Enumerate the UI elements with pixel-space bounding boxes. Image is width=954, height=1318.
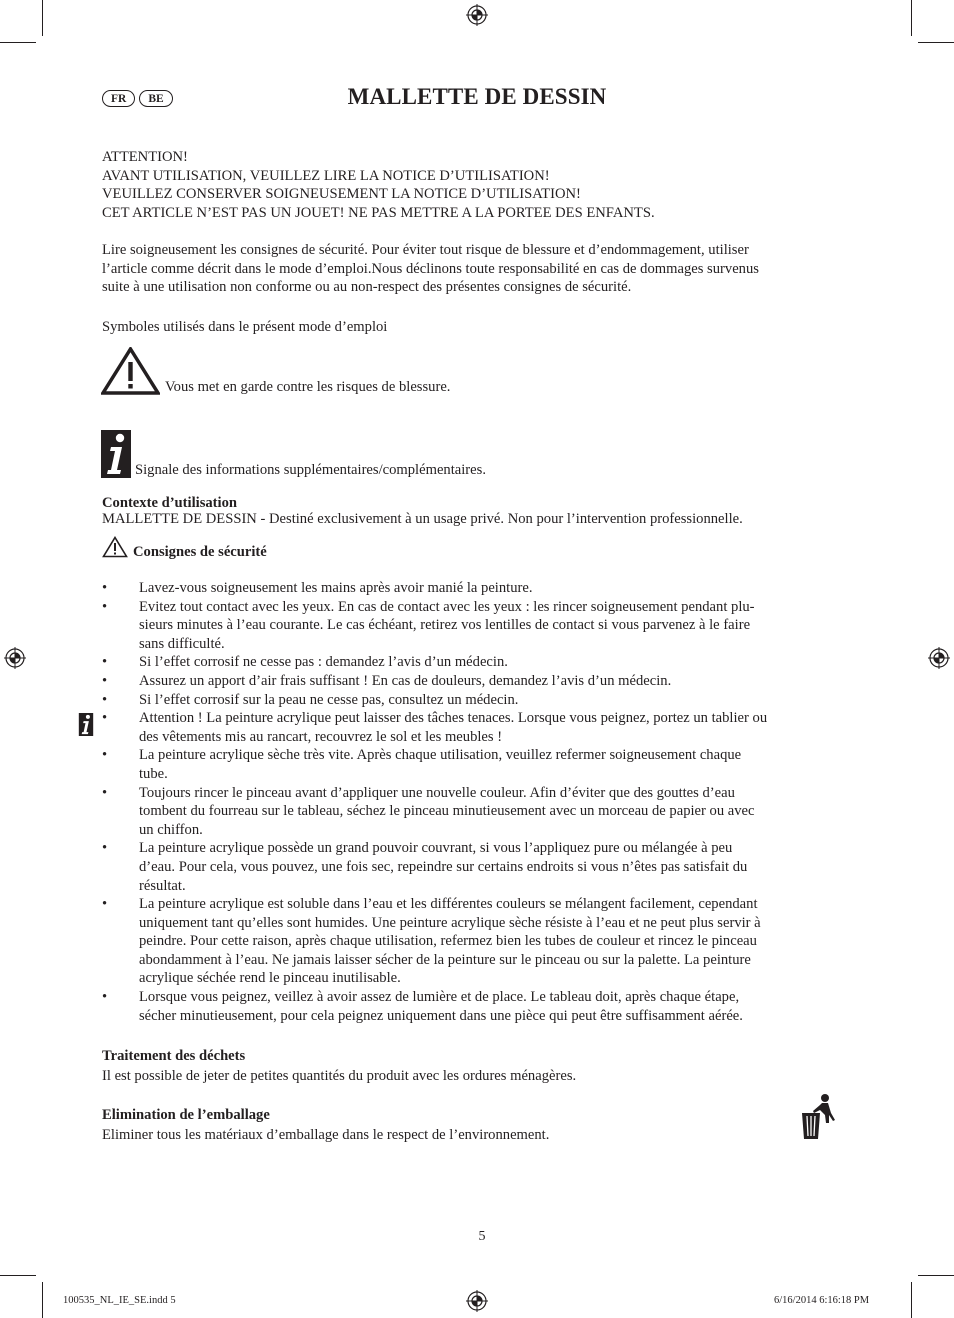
list-item-line: La peinture acrylique possède un grand pouvoir couvrant, si vous l’appliquez pure ou mélangée à peu — [139, 840, 733, 857]
crop-mark — [42, 0, 43, 36]
list-item-line: La peinture acrylique est soluble dans l’eau et les différentes couleurs se mélangent facilement, cependant — [139, 896, 758, 913]
list-item-line: des vêtements mis au rancart, recouvrez le sol et les meubles ! — [139, 728, 503, 745]
list-item — [102, 691, 862, 710]
list-item-line: sieurs minutes à l’eau courante. Le cas échéant, retirez vos lentilles de contact si vous parvenez à le faire — [139, 617, 751, 634]
list-item-line: Toujours rincer le pinceau avant d’appliquer une nouvelle couleur. Afin d’éviter que des gouttes d’eau — [139, 784, 735, 801]
list-item-line: Si l’effet corrosif ne cesse pas : demandez l’avis d’un médecin. — [139, 654, 508, 671]
crop-mark — [0, 42, 36, 43]
registration-mark-icon — [928, 647, 950, 669]
intro-paragraph — [102, 241, 882, 297]
list-item-line: sécher minutieusement, pour cela peignez uniquement dans une pièce qui peut être suffisamment aérée. — [139, 1007, 743, 1024]
info-i-icon — [78, 713, 94, 736]
bullet-mark: • — [102, 840, 108, 857]
crop-mark — [918, 1275, 954, 1276]
list-item-line: Lorsque vous peignez, veillez à avoir assez de lumière et de place. Le tableau doit, après chaque étape, — [139, 989, 740, 1006]
warning-triangle-icon — [102, 536, 128, 558]
list-item-line: d’eau. Pour cela, vous pouvez, une fois sec, repeindre sur certains endroits si vous n’êtes pas satisfait du — [139, 858, 748, 875]
warning-symbol-text: Vous met en garde contre les risques de blessure. — [165, 379, 451, 395]
attention-line: AVANT UTILISATION, VEUILLEZ LIRE LA NOTICE D’UTILISATION! — [102, 167, 550, 184]
language-badge-fr: FR — [102, 90, 135, 107]
list-item-line: acrylique séchée rend le pinceau inutilisable. — [139, 970, 401, 987]
registration-mark-icon — [466, 1290, 488, 1312]
info-i-icon — [101, 430, 131, 478]
attention-block — [102, 148, 862, 222]
bullet-mark: • — [102, 747, 108, 764]
bullet-mark: • — [102, 691, 108, 708]
packaging-heading: Elimination de l’emballage — [102, 1107, 270, 1123]
context-text: MALLETTE DE DESSIN - Destiné exclusivement à un usage privé. Non pour l’intervention professionnelle. — [102, 511, 743, 527]
bullet-mark: • — [102, 989, 108, 1006]
list-item-line: un chiffon. — [139, 821, 203, 838]
list-item-line: Lavez-vous soigneusement les mains après avoir manié la peinture. — [139, 580, 533, 596]
list-item-line: Evitez tout contact avec les yeux. En cas de contact avec les yeux : les rincer soigneusement pendant plu- — [139, 598, 755, 615]
list-item — [102, 746, 862, 783]
registration-mark-icon — [466, 4, 488, 26]
attention-line: CET ARTICLE N’EST PAS UN JOUET! NE PAS METTRE A LA PORTEE DES ENFANTS. — [102, 204, 655, 221]
list-item — [102, 784, 862, 840]
registration-mark-icon — [4, 647, 26, 669]
crop-mark — [911, 1282, 912, 1318]
crop-mark — [42, 1282, 43, 1318]
crop-mark — [0, 1275, 36, 1276]
crop-mark — [911, 0, 912, 36]
bullet-mark: • — [102, 654, 108, 671]
page-title: MALLETTE DE DESSIN — [347, 84, 607, 109]
list-item — [102, 579, 862, 598]
footer-timestamp: 6/16/2014 6:16:18 PM — [774, 1295, 870, 1306]
list-item — [102, 988, 862, 1025]
waste-heading: Traitement des déchets — [102, 1048, 246, 1064]
packaging-text: Eliminer tous les matériaux d’emballage dans le respect de l’environnement. — [102, 1127, 550, 1143]
context-heading: Contexte d’utilisation — [102, 495, 237, 511]
list-item-line: sans difficulté. — [139, 635, 225, 652]
list-item-line: peindre. Pour cette raison, après chaque utilisation, refermez bien les tubes de couleur et rincez le pinceau — [139, 933, 757, 950]
page-number: 5 — [478, 1229, 486, 1244]
waste-text: Il est possible de jeter de petites quantités du produit avec les ordures ménagères. — [102, 1068, 577, 1084]
list-item — [102, 839, 862, 895]
list-item-line: Attention ! La peinture acrylique peut laisser des tâches tenaces. Lorsque vous peignez, portez un tablier ou — [139, 710, 768, 727]
bullet-mark: • — [102, 580, 108, 596]
attention-line: VEUILLEZ CONSERVER SOIGNEUSEMENT LA NOTICE D’UTILISATION! — [102, 186, 581, 203]
attention-line: ATTENTION! — [102, 149, 188, 165]
list-item-line: Assurez un apport d’air frais suffisant ! En cas de douleurs, demandez l’avis d’un médecin. — [139, 672, 672, 689]
list-item-line: résultat. — [139, 877, 186, 894]
list-item — [102, 598, 862, 654]
list-item-line: tube. — [139, 765, 168, 782]
list-item — [102, 709, 862, 746]
footer-filename: 100535_NL_IE_SE.indd 5 — [63, 1295, 176, 1306]
language-badge-be: BE — [139, 90, 172, 107]
list-item — [102, 653, 862, 672]
list-item — [102, 672, 862, 691]
warning-triangle-icon — [101, 347, 160, 395]
bullet-mark: • — [102, 672, 108, 689]
symbols-intro: Symboles utilisés dans le présent mode d’emploi — [102, 319, 388, 335]
list-item-line: Si l’effet corrosif sur la peau ne cesse pas, consultez un médecin. — [139, 691, 519, 708]
intro-line: l’article comme décrit dans le mode d’emploi.Nous déclinons toute responsabilité en cas de dommages survenus — [102, 260, 759, 277]
list-item-line: La peinture acrylique sèche très vite. Après chaque utilisation, veuillez refermer soigneusement chaque — [139, 747, 742, 764]
list-item-line: uniquement tant qu’elles sont humides. Une peinture acrylique sèche résiste à l’eau et ne peut plus servir à — [139, 914, 761, 931]
safety-heading: Consignes de sécurité — [133, 544, 267, 560]
list-item — [102, 895, 862, 988]
info-symbol-text: Signale des informations supplémentaires/complémentaires. — [135, 462, 486, 478]
bullet-mark: • — [102, 896, 108, 913]
list-item-line: abondamment à l’eau. Ne jamais laisser sécher de la peinture sur le pinceau ou sur la palette. La peinture — [139, 951, 751, 968]
bullet-mark: • — [102, 784, 108, 801]
bullet-mark: • — [102, 598, 108, 615]
crop-mark — [918, 42, 954, 43]
intro-line: suite à une utilisation non conforme ou au non-respect des présentes consignes de sécurité. — [102, 279, 632, 296]
list-item-line: tombent du fourreau sur le tableau, séchez le pinceau minutieusement avec un morceau de papier ou avec — [139, 803, 755, 820]
bullet-mark: • — [102, 710, 108, 727]
litter-bin-icon — [800, 1093, 838, 1141]
safety-list — [102, 579, 862, 1025]
intro-line: Lire soigneusement les consignes de sécurité. Pour éviter tout risque de blessure et d’endommagement, utiliser — [102, 242, 749, 258]
